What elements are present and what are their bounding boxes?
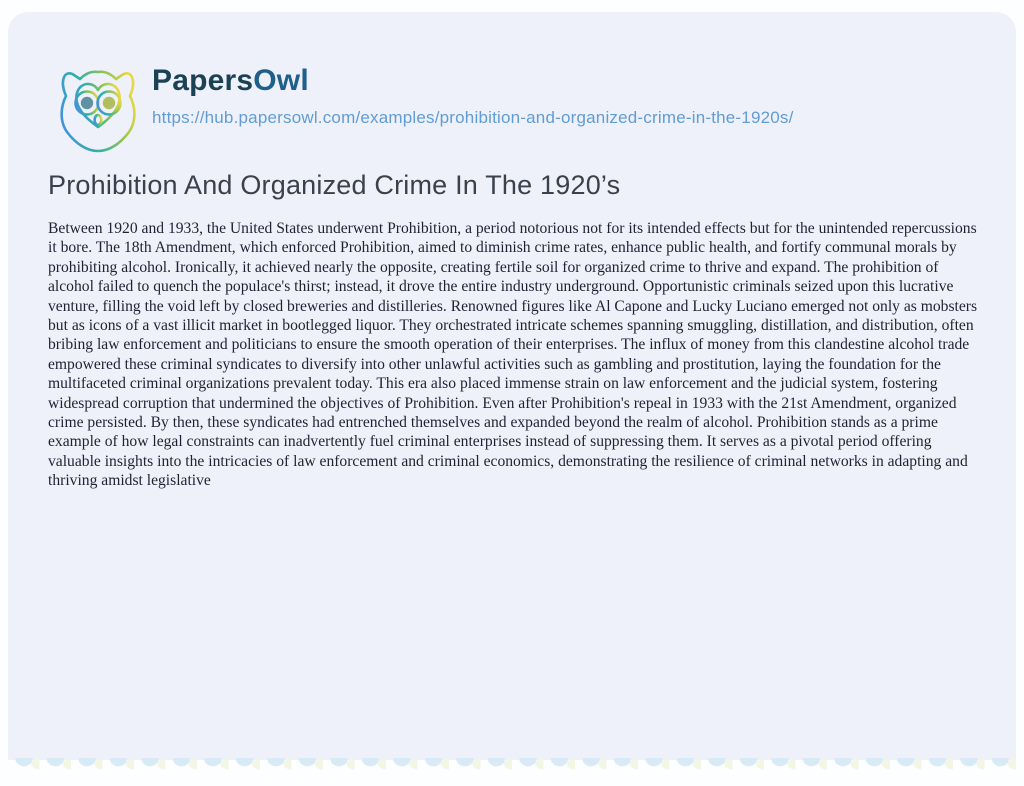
article-body-paragraph: Between 1920 and 1933, the United States underwent Prohibition, a period notorious not for its intended effects but for the unintended repercussions it bore. The 18th Amendment, which enforced Prohibition, aimed to diminish crime rates, enhance public health, and fortify communal morals by prohibiting alcohol. Ironically, it achieved nearly the opposite, creating fertile soil for organized crime to thrive and expand. The prohibition of alcohol failed to quench the populace's thirst; instead, it drove the entire industry underground. Opportunistic criminals seized upon this lucrative venture, filling the void left by closed breweries and distilleries. Renowned figures like Al Capone and Lucky Luciano emerged not only as mobsters but as icons of a vast illicit market in bootlegged liquor. They orchestrated intricate schemes spanning smuggling, distillation, and distribution, often bribing law enforcement and politicians to ensure the smooth operation of their enterprises. The influx of money from this clandestine alcohol trade empowered these criminal syndicates to diversify into other unlawful activities such as gambling and prostitution, laying the foundation for the multifaceted criminal organizations prevalent today. This era also placed immense strain on law enforcement and the judicial system, fostering widespread corruption that undermined the objectives of Prohibition. Even after Prohibition's repeal in 1933 with the 21st Amendment, organized crime persisted. By then, these syndicates had entrenched themselves and expanded beyond the realm of alcohol. Prohibition stands as a prime example of how legal constraints can inadvertently fuel criminal enterprises instead of suppressing them. It serves as a pivotal period offering valuable insights into the intricacies of law enforcement and criminal economics, demonstrating the resilience of criminal networks in adapting and thriving amidst legislative [48, 220, 978, 490]
papersowl-owl-logo-icon [50, 62, 146, 156]
owl-right-eye [103, 97, 115, 109]
article-card [8, 12, 1016, 760]
brand-papers-text: Papers [152, 64, 254, 97]
torn-paper-edge-decoration [8, 758, 1016, 780]
article-title: Prohibition And Organized Crime In The 1920’s [48, 170, 621, 200]
owl-left-eye [81, 97, 93, 109]
brand-name [152, 64, 309, 98]
brand-owl-text: Owl [253, 64, 309, 97]
article-url-link[interactable]: https://hub.papersowl.com/examples/prohibition-and-organized-crime-in-the-1920s/ [152, 108, 794, 127]
